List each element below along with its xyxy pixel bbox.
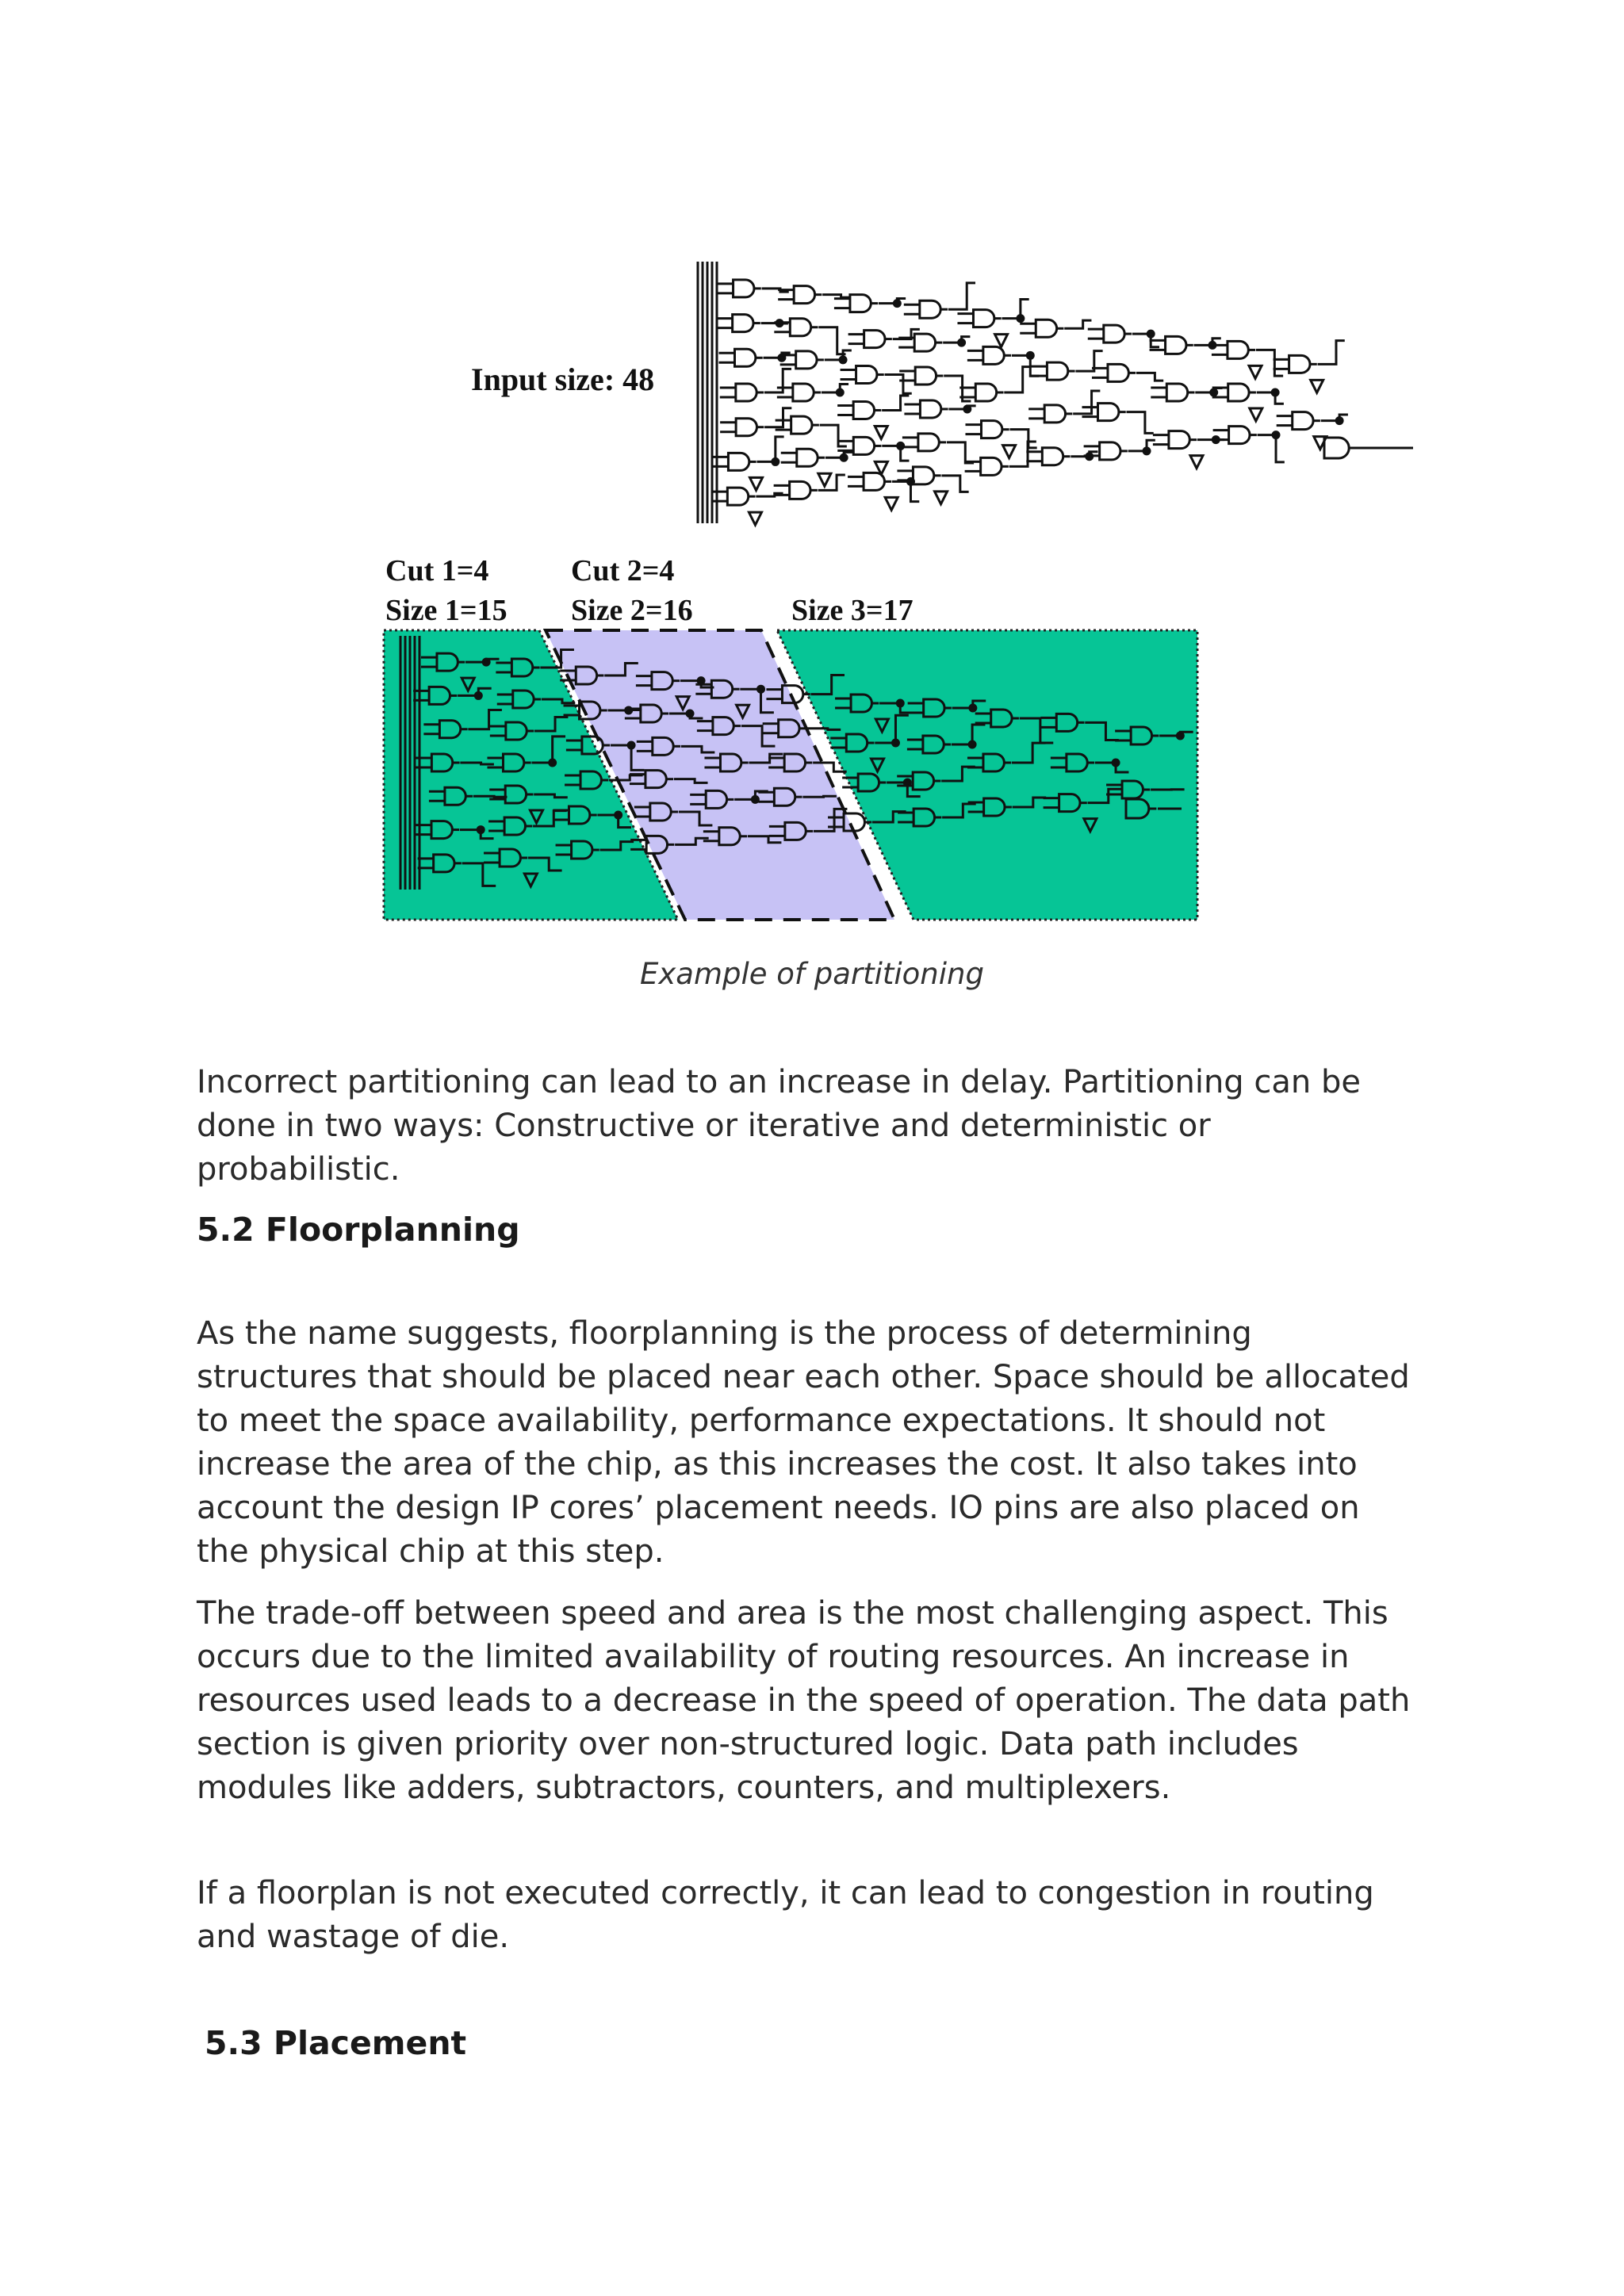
wire (764, 408, 791, 427)
wire (802, 796, 837, 797)
wire (879, 298, 906, 303)
buffer-gate (935, 492, 948, 504)
junction-dot (628, 742, 634, 748)
logic-gate (736, 384, 756, 401)
logic-gate (1098, 404, 1119, 421)
logic-gate (864, 473, 884, 490)
wire (818, 327, 845, 354)
wire (1127, 412, 1154, 434)
logic-gate (1289, 355, 1310, 373)
buffer-gate (1311, 380, 1323, 392)
logic-gate (796, 351, 817, 369)
logic-gate (920, 400, 940, 418)
buffer-gate (750, 477, 763, 490)
buffer-gate (875, 426, 887, 438)
partitioning-diagram (373, 254, 1427, 928)
logic-gate (1229, 427, 1250, 444)
wire (885, 375, 912, 394)
junction-dot (970, 705, 976, 711)
size1-label: Size 1=15 (385, 594, 508, 627)
logic-gate (794, 286, 814, 304)
cut2-label: Cut 2=4 (571, 554, 675, 587)
paragraph-floorplanning-2: The trade-off between speed and area is the most challenging aspect. This occurs due to the limited availability of routing resources. An increase in resources used leads to a decrease in the speed of operation. The data path section is given priority over non-structured logic. Data path includes modules like adders, subtractors, counters, and multiplexers. (197, 1595, 1411, 1806)
partitioning-figure (373, 254, 1427, 928)
logic-gate (1293, 412, 1313, 430)
buffer-gate (1003, 446, 1016, 458)
buffer-gate (885, 497, 898, 510)
junction-dot (752, 796, 758, 802)
buffer-gate (995, 335, 1008, 347)
logic-gate (1036, 320, 1056, 337)
logic-gate (1228, 384, 1249, 401)
junction-dot (969, 741, 975, 748)
wire (473, 796, 508, 797)
junction-dot (1272, 389, 1278, 396)
logic-gate (1044, 405, 1065, 423)
junction-dot (687, 710, 693, 717)
logic-gate (1166, 384, 1187, 401)
wire (822, 295, 849, 298)
wire (1257, 392, 1284, 404)
logic-gate (733, 280, 754, 297)
logic-gate (914, 334, 935, 351)
logic-gate (734, 349, 755, 366)
junction-dot (698, 678, 704, 684)
wire (1002, 299, 1028, 318)
logic-gate (913, 467, 933, 484)
wire (1128, 440, 1155, 451)
logic-gate (973, 310, 994, 327)
logic-gate (918, 434, 939, 451)
logic-gate (790, 319, 810, 336)
wire (825, 452, 852, 457)
paragraph-floorplanning-1: As the name suggests, floorplanning is the process of determining structures that should be placed near each other. Space should be allocated to meet the space availability, performance expectations. It should not increase the area of the chip, as this increases the cost. It also takes into account the design IP cores’ placement needs. IO pins are also placed on the physical chip at this step. (197, 1315, 1410, 1570)
wire (1256, 350, 1283, 376)
buffer-gate (1249, 365, 1262, 378)
logic-gate (1324, 438, 1349, 458)
buffer-gate (749, 512, 761, 525)
junction-dot (837, 389, 843, 396)
input-size-label: Input size: 48 (471, 362, 655, 397)
logic-gate (1228, 341, 1248, 358)
junction-dot (841, 454, 847, 461)
original-circuit (698, 262, 1413, 525)
logic-gate (975, 384, 996, 401)
logic-gate (1108, 364, 1128, 381)
wire (947, 442, 974, 463)
junction-dot (758, 686, 764, 692)
logic-gate (791, 416, 812, 434)
junction-dot (772, 458, 779, 465)
junction-dot (897, 700, 903, 706)
logic-gate (1042, 448, 1063, 465)
logic-gate (1100, 442, 1120, 460)
junction-dot (892, 740, 898, 746)
buffer-gate (818, 473, 831, 486)
wire (820, 425, 847, 446)
wire (756, 437, 783, 461)
logic-gate (733, 315, 753, 332)
logic-gate (797, 449, 818, 466)
heading-floorplanning: 5.2 Floorplanning (197, 1211, 520, 1249)
paragraph-floorplanning-3: If a floorplan is not executed correctly, it can lead to congestion in routing and wastage of die. (197, 1875, 1374, 1955)
logic-gate (1104, 325, 1124, 342)
junction-dot (894, 300, 900, 307)
buffer-gate (1190, 456, 1203, 469)
logic-gate (1169, 431, 1189, 449)
logic-gate (793, 384, 814, 401)
logic-gate (981, 421, 1002, 438)
wire (1004, 367, 1031, 392)
logic-gate (727, 488, 748, 505)
junction-dot (483, 659, 489, 665)
junction-dot (1017, 316, 1024, 322)
logic-gate (736, 419, 756, 436)
logic-gate (853, 437, 874, 454)
logic-gate (920, 300, 940, 318)
wire (764, 369, 791, 392)
logic-gate (790, 481, 810, 499)
cut1-label: Cut 1=4 (385, 554, 489, 587)
wire (1258, 435, 1285, 462)
buffer-gate (1250, 408, 1262, 421)
junction-dot (1143, 448, 1150, 454)
wire (941, 476, 968, 492)
junction-dot (475, 692, 481, 698)
junction-dot (550, 760, 556, 766)
logic-gate (915, 367, 936, 385)
wire (1321, 415, 1348, 421)
junction-dot (477, 827, 484, 833)
wire (807, 729, 841, 730)
junction-dot (964, 406, 971, 412)
junction-dot (1336, 418, 1342, 424)
wire (948, 406, 975, 409)
junction-dot (1177, 733, 1183, 739)
size2-label: Size 2=16 (571, 594, 693, 627)
logic-gate (981, 457, 1002, 475)
logic-gate (850, 295, 871, 312)
wire (882, 396, 909, 410)
wire (948, 283, 975, 309)
logic-gate (983, 346, 1004, 364)
wire (943, 337, 970, 342)
junction-dot (1147, 331, 1154, 337)
junction-dot (1273, 432, 1279, 438)
wire (1136, 373, 1163, 381)
wire (1064, 320, 1091, 328)
heading-placement: 5.3 Placement (205, 2024, 467, 2062)
logic-gate (1166, 336, 1186, 354)
logic-gate (1047, 362, 1067, 380)
figure-caption: Example of partitioning (640, 957, 984, 991)
junction-dot (615, 812, 622, 818)
paragraph-partitioning: Incorrect partitioning can lead to an increase in delay. Partitioning can be done in two ways: Constructive or iterative and deterministic or probabilistic. (197, 1064, 1361, 1188)
logic-gate (864, 331, 885, 348)
junction-dot (1027, 352, 1033, 358)
wire (1073, 391, 1100, 414)
junction-dot (840, 357, 846, 363)
junction-dot (959, 339, 965, 346)
logic-gate (853, 401, 874, 419)
junction-dot (1211, 389, 1217, 396)
size3-label: Size 3=17 (791, 594, 914, 627)
wire (1318, 341, 1345, 365)
logic-gate (728, 453, 749, 470)
wire (822, 385, 848, 392)
junction-dot (1113, 760, 1119, 766)
logic-gate (856, 366, 877, 384)
